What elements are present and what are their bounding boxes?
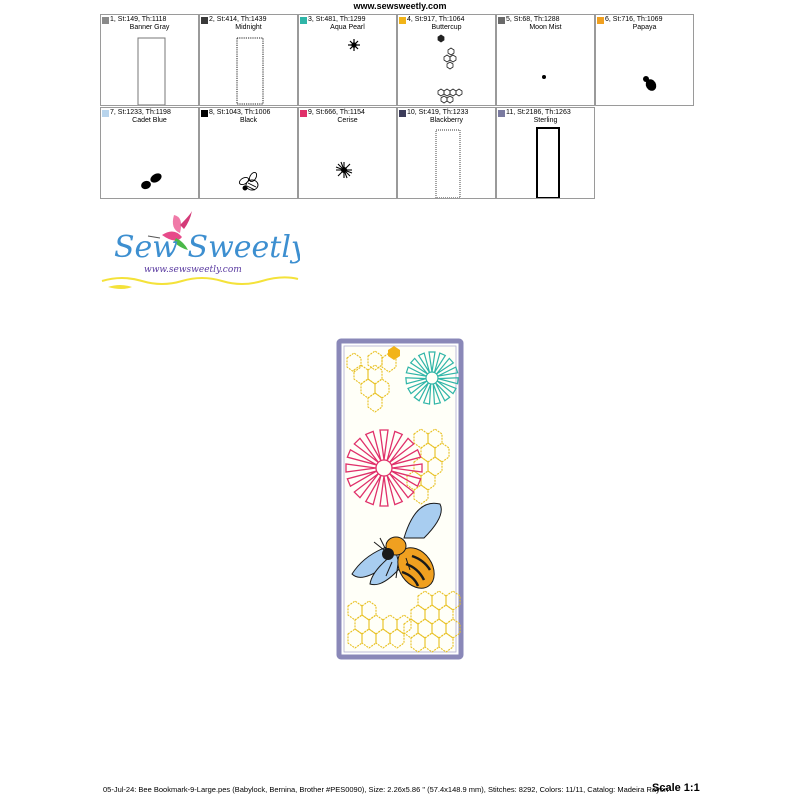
bookmark-artwork	[336, 338, 464, 660]
block-info: 1, St:149, Th:1118	[110, 16, 167, 23]
block-name: Blackberry	[429, 117, 464, 124]
color-block-2	[199, 14, 298, 106]
color-block-6	[595, 14, 694, 106]
block-info: 2, St:414, Th:1439	[209, 16, 267, 23]
block-name: Sterling	[533, 117, 558, 124]
color-block-4	[397, 14, 496, 106]
honeycomb-icon	[398, 15, 496, 106]
dashed-rect-icon	[200, 15, 298, 106]
block-info: 7, St:1233, Th:1198	[110, 109, 171, 116]
block-name: Black	[239, 117, 258, 124]
bookmark-design-preview	[336, 338, 464, 660]
block-info: 10, St:419, Th:1233	[407, 109, 469, 116]
block-info: 9, St:666, Th:1154	[308, 109, 365, 116]
outline-rect-icon	[101, 15, 199, 106]
block-name: Aqua Pearl	[330, 24, 365, 31]
block-name: Cerise	[337, 117, 358, 124]
color-block-9	[298, 107, 397, 199]
block-info: 11, St:2186, Th:1263	[506, 109, 571, 116]
color-block-10	[397, 107, 496, 199]
block-name: Cadet Blue	[132, 117, 167, 124]
color-block-5	[496, 14, 595, 106]
dot-icon	[497, 15, 595, 106]
color-block-7	[100, 107, 199, 199]
color-block-8	[199, 107, 298, 199]
color-block-11	[496, 107, 595, 199]
wings-icon	[101, 108, 199, 199]
block-name: Banner Gray	[129, 24, 170, 31]
site-url: www.sewsweetly.com	[353, 1, 447, 11]
block-info: 6, St:716, Th:1069	[605, 16, 663, 23]
block-info: 4, St:917, Th:1064	[407, 16, 465, 23]
logo-tagline: www.sewsweetly.com	[144, 265, 242, 275]
bee-body-icon	[596, 15, 694, 106]
small-flower-icon	[299, 15, 397, 106]
dashed-rect-icon	[398, 108, 496, 199]
solid-rect-icon	[497, 108, 595, 199]
block-name: Buttercup	[431, 24, 462, 31]
block-info: 5, St:68, Th:1288	[506, 16, 560, 23]
block-name: Moon Mist	[529, 24, 562, 31]
color-block-1	[100, 14, 199, 106]
block-info: 3, St:481, Th:1299	[308, 16, 366, 23]
pink-flower-icon	[299, 108, 397, 199]
design-info-footer: 05-Jul-24: Bee Bookmark-9-Large.pes (Babylock, Bernina, Brother #PES0090), Size: 2.26x5.86 " (57.4x148.9 mm), Stitches: 8292, Colors: 11/11, Catalog: Madeira Rayon	[103, 785, 669, 794]
scale-label: Scale 1:1	[652, 782, 700, 794]
logo-artwork	[100, 205, 300, 295]
sew-sweetly-logo	[100, 205, 300, 295]
bee-outline-icon	[200, 108, 298, 199]
logo-brand-text: Sew Sweetly	[114, 230, 300, 265]
block-info: 8, St:1043, Th:1006	[209, 109, 271, 116]
color-block-3	[298, 14, 397, 106]
block-name: Papaya	[632, 24, 657, 31]
block-name: Midnight	[235, 24, 262, 31]
